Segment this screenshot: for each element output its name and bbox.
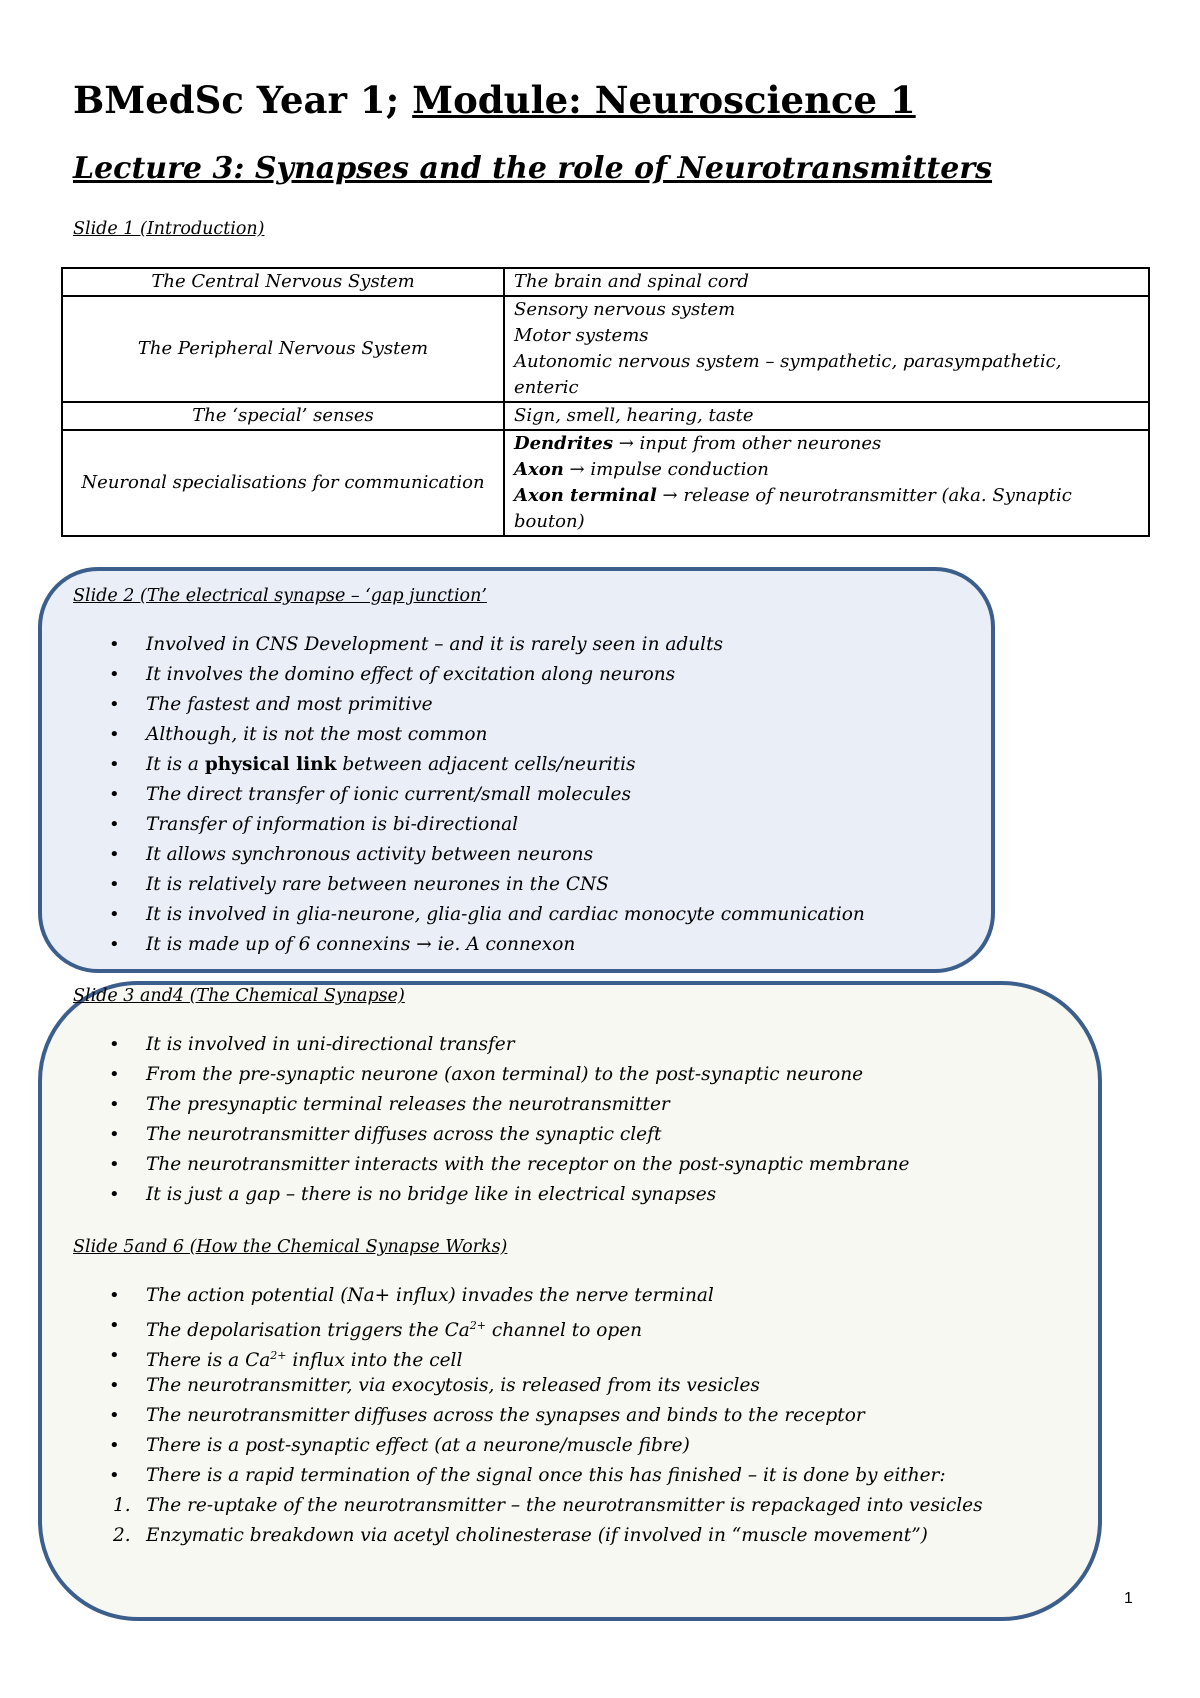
item-text: Although, it is not the most common [146,724,488,745]
list-item [73,900,865,930]
item-text: The action potential (Na+ influx) invades the nerve terminal [146,1285,714,1306]
item-number: 1. [113,1495,131,1516]
item-text: influx into the cell [286,1350,463,1372]
bullet-icon: • [109,1034,120,1055]
desc-line: Sensory nervous system [514,299,736,320]
title-module: Module: Neuroscience 1 [412,78,916,122]
slide1-label: Slide 1 (Introduction) [73,219,265,239]
item-text: The re-uptake of the neurotransmitter – the neurotransmitter is repackaged into vesicles [146,1495,983,1516]
termination-methods-list [73,1491,983,1551]
table-cell-term: The Peripheral Nervous System [62,296,504,402]
item-text: The direct transfer of ionic current/small molecules [146,784,631,805]
desc-line: enteric [514,377,579,398]
list-item [73,1431,946,1461]
bullet-icon: • [109,724,120,745]
table-row [62,430,1149,536]
bullet-icon: • [109,904,120,925]
item-text: between adjacent cells/neuritis [336,754,636,775]
table-cell-term: The Central Nervous System [62,268,504,296]
bullet-icon: • [109,754,120,775]
list-item [73,780,865,810]
bullet-icon: • [109,784,120,805]
list-item [73,1030,909,1060]
bullet-icon: • [109,1124,120,1145]
bullet-icon: • [109,634,120,655]
list-item [73,1521,983,1551]
item-text: It is just a gap – there is no bridge like in electrical synapses [146,1184,717,1205]
list-item [73,690,865,720]
slide2-label: Slide 2 (The electrical synapse – ‘gap junction’ [73,586,487,606]
list-item [73,840,865,870]
desc-line: Motor systems [514,325,649,346]
item-bold: physical link [204,754,337,775]
slide2-list [73,630,865,960]
page-number: 1 [1124,1590,1133,1607]
list-item [73,1120,909,1150]
item-text: It is relatively rare between neurones in the CNS [146,874,609,895]
bullet-icon: • [109,844,120,865]
desc-line: Autonomic nervous system – sympathetic, parasympathetic, [514,351,1062,372]
item-text: The fastest and most primitive [146,694,433,715]
list-item [73,1180,909,1210]
bullet-icon: • [109,664,120,685]
bullet-icon: • [109,934,120,955]
item-text: There is a rapid termination of the signal once this has finished – it is done by either: [146,1465,946,1486]
item-text: Enzymatic breakdown via acetyl cholinesterase (if involved in “muscle movement”) [146,1525,928,1546]
document-title [73,78,916,122]
lecture-heading: Lecture 3: Synapses and the role of Neurotransmitters [73,151,993,186]
table-cell-desc [504,268,1149,296]
item-text: There is a post-synaptic effect (at a neurone/muscle fibre) [146,1435,690,1456]
item-text: The depolarisation triggers the Ca [146,1320,470,1342]
list-item [73,870,865,900]
table-row [62,402,1149,430]
slide3-list [73,1030,909,1210]
table-cell-desc [504,430,1149,536]
bullet-icon: • [109,1465,120,1486]
list-item [73,1090,909,1120]
list-item [73,1371,946,1401]
item-text: It is a [146,754,205,775]
item-text: The neurotransmitter interacts with the receptor on the post-synaptic membrane [146,1154,910,1175]
arrow-icon: → [569,459,585,480]
item-text: Transfer of information is bi-directional [146,814,519,835]
slide5-label: Slide 5and 6 (How the Chemical Synapse Works) [73,1237,508,1257]
slide5-list [73,1281,946,1491]
list-item [73,1150,909,1180]
list-item [73,1341,946,1371]
bullet-icon: • [109,1375,120,1396]
bullet-icon: • [109,1154,120,1175]
desc-line [514,457,1139,483]
item-text: There is a Ca [146,1350,271,1372]
title-prefix: BMedSc Year 1; [73,78,413,122]
bullet-icon: • [109,1315,120,1336]
desc-line [514,483,1139,509]
table-cell-desc [504,402,1149,430]
item-text: It is made up of 6 connexins [146,934,417,955]
item-text: The neurotransmitter diffuses across the synapses and binds to the receptor [146,1405,865,1426]
table-row [62,268,1149,296]
item-text: It is involved in uni-directional transfer [146,1034,515,1055]
superscript: 2+ [469,1319,486,1332]
list-item [73,1281,946,1311]
item-text: ie. A connexon [431,934,576,955]
desc-line: The brain and spinal cord [514,271,749,292]
list-item [73,930,865,960]
term-desc: impulse conduction [590,459,769,480]
term-desc: input from other neurones [639,433,882,454]
list-item [73,720,865,750]
item-number: 2. [113,1525,131,1546]
item-text: channel to open [486,1320,643,1342]
item-text: Involved in CNS Development – and it is rarely seen in adults [146,634,724,655]
table-cell-term: Neuronal specialisations for communication [62,430,504,536]
item-text: The neurotransmitter, via exocytosis, is released from its vesicles [146,1375,760,1396]
bullet-icon: • [109,694,120,715]
superscript: 2+ [270,1349,287,1362]
bullet-icon: • [109,874,120,895]
item-text: It is involved in glia-neurone, glia-glia and cardiac monocyte communication [146,904,865,925]
arrow-icon: → [662,485,678,506]
list-item [73,660,865,690]
item-text: The neurotransmitter diffuses across the synaptic cleft [146,1124,662,1145]
table-cell-term: The ‘special’ senses [62,402,504,430]
bullet-icon: • [109,1435,120,1456]
desc-line: Sign, smell, hearing, taste [514,405,754,426]
term-desc: release of neurotransmitter (aka. Synaptic [683,485,1072,506]
list-item [73,1401,946,1431]
bullet-icon: • [109,1345,120,1366]
bullet-icon: • [109,1064,120,1085]
list-item [73,630,865,660]
arrow-icon: → [618,433,634,454]
list-item [73,750,865,780]
list-item [73,1461,946,1491]
desc-line [514,431,1139,457]
list-item [73,810,865,840]
table-cell-desc [504,296,1149,402]
item-text: It allows synchronous activity between neurons [146,844,594,865]
list-item [73,1060,909,1090]
bullet-icon: • [109,1285,120,1306]
item-text: It involves the domino effect of excitation along neurons [146,664,676,685]
term-bold: Axon [514,459,564,480]
item-text: From the pre-synaptic neurone (axon terminal) to the post-synaptic neurone [146,1064,864,1085]
list-item [73,1311,946,1341]
bullet-icon: • [109,1184,120,1205]
arrow-icon: → [416,934,432,955]
slide3-label: Slide 3 and4 (The Chemical Synapse) [73,986,405,1006]
term-bold: Dendrites [514,433,613,454]
bullet-icon: • [109,814,120,835]
desc-line: bouton) [514,511,585,532]
bullet-icon: • [109,1405,120,1426]
bullet-icon: • [109,1094,120,1115]
item-text: The presynaptic terminal releases the neurotransmitter [146,1094,670,1115]
table-row [62,296,1149,402]
list-item [73,1491,983,1521]
overview-table [61,267,1150,537]
term-bold: Axon terminal [514,485,657,506]
